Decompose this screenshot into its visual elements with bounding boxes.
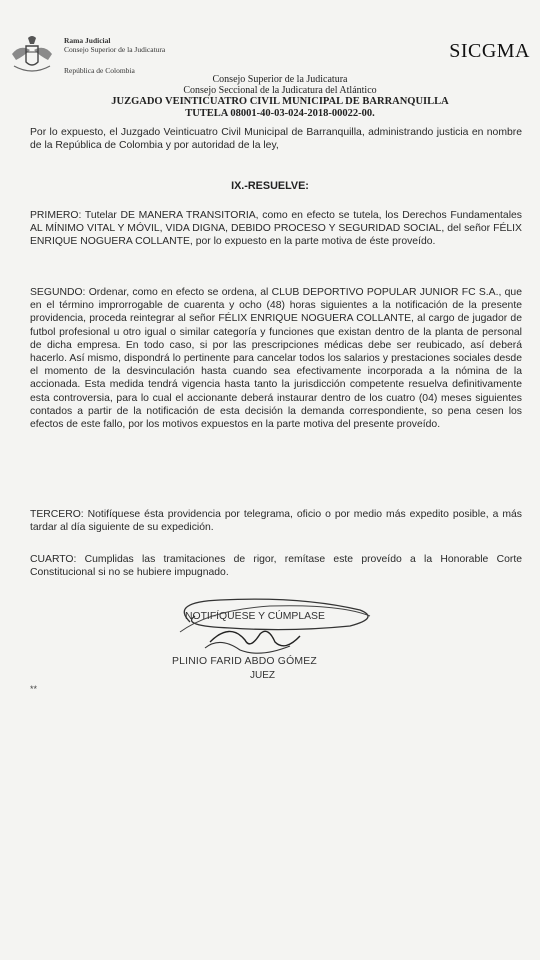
- paragraph-segundo: SEGUNDO: Ordenar, como en efecto se ordena, al CLUB DEPORTIVO POPULAR JUNIOR FC S.A., que en el término improrrogable de cuarenta y ocho (48) horas siguientes a la notificación de la presente providencia, proceda reintegrar al señor FÉLIX ENRIQUE NOGUERA COLLANTE, al cargo de jugador de futbol profesional u otro igual o similar categoría y funciones que existan dentro de la planta de personal de dicha empresa. En todo caso, si por las prescripciones médicas debe ser reubicado, así deberá hacerlo. Así mismo, dispondrá lo pertinente para cancelar todos los salarios y prestaciones sociales desde el momento de la desvinculación hasta cuando sea efectivamente incorporada a la nómina de la accionada. Esta medida tendrá vigencia hasta tanto la jurisdicción competente resuelva definitivamente esta controversia, para lo cual el accionante deberá instaurar dentro de los cuatro (04) meses siguientes contados a partir de la notificación de esta decisión la demanda correspondiente, so pena cesen los efectos de este fallo, por los motivos expuestos en la parte motiva del presente proveído.: [30, 287, 522, 431]
- system-logo-text: SICGMA: [449, 40, 530, 62]
- paragraph-cuarto: CUARTO: Cumplidas las tramitaciones de rigor, remítase este proveído a la Honorable Corte Constitucional si no se hubiere impugnado.: [30, 554, 522, 579]
- court-name: JUZGADO VEINTICUATRO CIVIL MUNICIPAL DE BARRANQUILLA: [111, 96, 449, 107]
- judge-title: JUEZ: [250, 670, 275, 681]
- heading-line-1: Consejo Superior de la Judicatura: [212, 74, 348, 85]
- section-title: IX.-RESUELVE:: [231, 180, 309, 192]
- footer-mark: **: [30, 684, 38, 694]
- heading-line-2: Consejo Seccional de la Judicatura del Atlántico: [183, 85, 377, 96]
- org-line-1: Rama Judicial: [64, 36, 111, 45]
- intro-paragraph: Por lo expuesto, el Juzgado Veinticuatro Civil Municipal de Barranquilla, administrando justicia en nombre de la República de Colombia y por autoridad de la ley,: [30, 127, 522, 152]
- colombia-coat-of-arms-icon: [8, 34, 56, 78]
- org-line-3: República de Colombia: [64, 66, 135, 75]
- notify-text: NOTIFÍQUESE Y CÚMPLASE: [185, 611, 325, 622]
- institution-block: [64, 36, 165, 54]
- paragraph-primero: PRIMERO: Tutelar DE MANERA TRANSITORIA, como en efecto se tutela, los Derechos Fundamentales AL MÍNIMO VITAL Y MÓVIL, VIDA DIGNA, DEBIDO PROCESO Y SEGURIDAD SOCIAL, del señor FÉLIX ENRIQUE NOGUERA COLLANTE, por lo expuesto en la parte motiva de éste proveído.: [30, 210, 522, 248]
- org-line-2: Consejo Superior de la Judicatura: [64, 45, 166, 54]
- case-number: TUTELA 08001-40-03-024-2018-00022-00.: [185, 108, 375, 119]
- paragraph-tercero: TERCERO: Notifíquese ésta providencia por telegrama, oficio o por medio más expedito posible, a más tardar al día siguiente de su expedición.: [30, 509, 522, 534]
- judge-name: PLINIO FARID ABDO GÓMEZ: [172, 656, 317, 667]
